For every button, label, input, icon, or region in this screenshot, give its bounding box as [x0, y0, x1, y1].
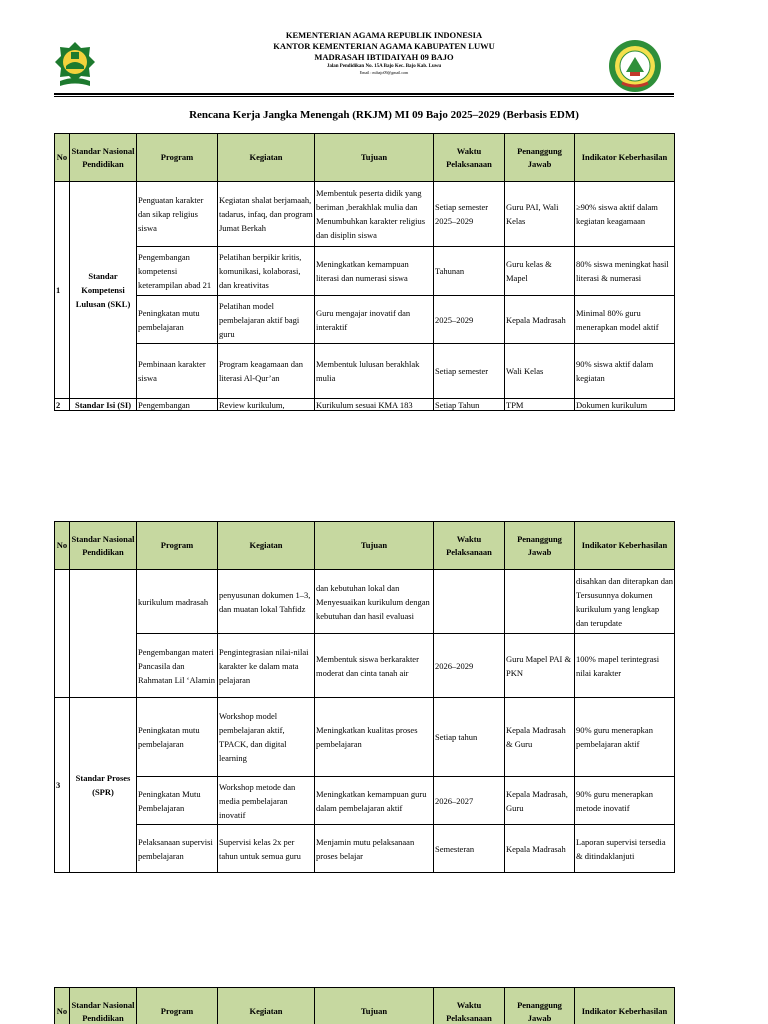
waktu-cell: Setiap Tahun — [434, 399, 505, 411]
table-header-row — [55, 522, 675, 570]
penanggung-jawab-cell: TPM — [505, 399, 575, 411]
tujuan-cell: Meningkatkan kemampuan literasi dan numerasi siswa — [315, 247, 434, 296]
penanggung-jawab-cell: Kepala Madrasah, Guru — [505, 777, 575, 825]
program-cell: Peningkatan Mutu Pembelajaran — [137, 777, 218, 825]
tujuan-cell: Meningkatkan kemampuan guru dalam pembelajaran aktif — [315, 777, 434, 825]
penanggung-jawab-cell: Guru PAI, Wali Kelas — [505, 182, 575, 247]
kegiatan-cell: Workshop metode dan media pembelajaran inovatif — [218, 777, 315, 825]
waktu-cell: Setiap semester 2025–2029 — [434, 182, 505, 247]
school-address: Jalan Pendidikan No. 15A Bajo Kec. Bajo Kab. Luwu — [326, 64, 442, 69]
row-number — [55, 570, 70, 698]
program-cell: Pengembangan materi Pancasila dan Rahmatan Lil ‘Alamin — [137, 634, 218, 698]
table-row — [55, 399, 675, 411]
tujuan-cell: dan kebutuhan lokal dan Menyesuaikan kurikulum dengan kebutuhan dan hasil evaluasi — [315, 570, 434, 634]
col-header-standar: Standar Nasional Pendidikan — [70, 988, 137, 1024]
tujuan-cell: Kurikulum sesuai KMA 183 — [315, 399, 434, 411]
penanggung-jawab-cell: Kepala Madrasah & Guru — [505, 698, 575, 777]
col-header-program: Program — [137, 988, 218, 1024]
tujuan-cell: Guru mengajar inovatif dan interaktif — [315, 296, 434, 344]
table-row — [55, 777, 675, 825]
col-header-kegiatan: Kegiatan — [218, 134, 315, 182]
standard-name — [70, 570, 137, 698]
indikator-cell: Laporan supervisi tersedia & ditindaklanjuti — [575, 825, 675, 873]
penanggung-jawab-cell — [505, 570, 575, 634]
school-name: MADRASAH IBTIDAIYAH 09 BAJO — [314, 52, 454, 62]
table-row — [55, 296, 675, 344]
col-header-indikator: Indikator Keberhasilan — [575, 988, 675, 1024]
row-number: 1 — [55, 182, 70, 399]
kegiatan-cell: Supervisi kelas 2x per tahun untuk semua guru — [218, 825, 315, 873]
table-header-row — [55, 988, 675, 1024]
col-header-kegiatan: Kegiatan — [218, 988, 315, 1024]
indikator-cell: Minimal 80% guru menerapkan model aktif — [575, 296, 675, 344]
table-row — [55, 825, 675, 873]
indikator-cell: 80% siswa meningkat hasil literasi & numerasi — [575, 247, 675, 296]
col-header-indikator: Indikator Keberhasilan — [575, 134, 675, 182]
indikator-cell: 90% siswa aktif dalam kegiatan — [575, 344, 675, 399]
letterhead-rule — [54, 93, 674, 95]
standard-name: Standar Proses (SPR) — [70, 698, 137, 873]
kegiatan-cell: penyusunan dokumen 1–3, dan muatan lokal Tahfidz — [218, 570, 315, 634]
col-header-indikator: Indikator Keberhasilan — [575, 522, 675, 570]
waktu-cell: Setiap semester — [434, 344, 505, 399]
col-header-penanggung-jawab: Penanggung Jawab — [505, 134, 575, 182]
waktu-cell: Tahunan — [434, 247, 505, 296]
document-title: Rencana Kerja Jangka Menengah (RKJM) MI 09 Bajo 2025–2029 (Berbasis EDM) — [189, 109, 579, 121]
program-cell: Pengembangan — [137, 399, 218, 411]
penanggung-jawab-cell: Guru kelas & Mapel — [505, 247, 575, 296]
indikator-cell: 100% mapel terintegrasi nilai karakter — [575, 634, 675, 698]
col-header-penanggung-jawab: Penanggung Jawab — [505, 988, 575, 1024]
kegiatan-cell: Workshop model pembelajaran aktif, TPACK, dan digital learning — [218, 698, 315, 777]
penanggung-jawab-cell: Kepala Madrasah — [505, 825, 575, 873]
program-cell: Pengembangan kompetensi keterampilan abad 21 — [137, 247, 218, 296]
table-header-row — [55, 134, 675, 182]
waktu-cell: 2025–2029 — [434, 296, 505, 344]
letterhead — [0, 30, 768, 76]
table-row — [55, 634, 675, 698]
kegiatan-cell: Pelatihan model pembelajaran aktif bagi guru — [218, 296, 315, 344]
standard-name: Standar Isi (SI) — [70, 399, 137, 411]
office-name: KANTOR KEMENTERIAN AGAMA KABUPATEN LUWU — [273, 41, 495, 51]
kegiatan-cell: Program keagamaan dan literasi Al-Qur’an — [218, 344, 315, 399]
table-row — [55, 698, 675, 777]
tujuan-cell: Membentuk peserta didik yang beriman ,berakhlak mulia dan Menumbuhkan karakter religius dan disiplin siswa — [315, 182, 434, 247]
kegiatan-cell: Kegiatan shalat berjamaah, tadarus, infaq, dan program Jumat Berkah — [218, 182, 315, 247]
row-number: 3 — [55, 698, 70, 873]
waktu-cell: Setiap tahun — [434, 698, 505, 777]
tujuan-cell: Meningkatkan kualitas proses pembelajaran — [315, 698, 434, 777]
col-header-standar: Standar Nasional Pendidikan — [70, 522, 137, 570]
col-header-waktu: Waktu Pelaksanaan — [434, 988, 505, 1024]
indikator-cell: Dokumen kurikulum — [575, 399, 675, 411]
col-header-no: No — [55, 522, 70, 570]
indikator-cell: 90% guru menerapkan pembelajaran aktif — [575, 698, 675, 777]
indikator-cell: ≥90% siswa aktif dalam kegiatan keagamaan — [575, 182, 675, 247]
kegiatan-cell: Review kurikulum, — [218, 399, 315, 411]
program-cell: Peningkatan mutu pembelajaran — [137, 698, 218, 777]
table-row — [55, 247, 675, 296]
kegiatan-cell: Pelatihan berpikir kritis, komunikasi, kolaborasi, dan kreativitas — [218, 247, 315, 296]
letterhead-rule-thin — [54, 96, 674, 97]
col-header-program: Program — [137, 134, 218, 182]
col-header-tujuan: Tujuan — [315, 988, 434, 1024]
col-header-program: Program — [137, 522, 218, 570]
col-header-no: No — [55, 988, 70, 1024]
penanggung-jawab-cell: Kepala Madrasah — [505, 296, 575, 344]
waktu-cell: 2026–2029 — [434, 634, 505, 698]
tujuan-cell: Membentuk siswa berkarakter moderat dan cinta tanah air — [315, 634, 434, 698]
penanggung-jawab-cell: Wali Kelas — [505, 344, 575, 399]
col-header-tujuan: Tujuan — [315, 134, 434, 182]
program-cell: Penguatan karakter dan sikap religius siswa — [137, 182, 218, 247]
program-cell: Peningkatan mutu pembelajaran — [137, 296, 218, 344]
table-row — [55, 570, 675, 634]
col-header-no: No — [55, 134, 70, 182]
tujuan-cell: Membentuk lulusan berakhlak mulia — [315, 344, 434, 399]
kegiatan-cell: Pengintegrasian nilai-nilai karakter ke dalam mata pelajaran — [218, 634, 315, 698]
program-cell: Pelaksanaan supervisi pembelajaran — [137, 825, 218, 873]
col-header-waktu: Waktu Pelaksanaan — [434, 134, 505, 182]
school-email: Email : mibajo09@gmail.com — [359, 70, 409, 75]
program-cell: kurikulum madrasah — [137, 570, 218, 634]
col-header-penanggung-jawab: Penanggung Jawab — [505, 522, 575, 570]
indikator-cell: 90% guru menerapkan metode inovatif — [575, 777, 675, 825]
waktu-cell: 2026–2027 — [434, 777, 505, 825]
indikator-cell: disahkan dan diterapkan dan Tersusunnya dokumen kurikulum yang lengkap dan terupdate — [575, 570, 675, 634]
col-header-standar: Standar Nasional Pendidikan — [70, 134, 137, 182]
standard-name: Standar Kompetensi Lulusan (SKL) — [70, 182, 137, 399]
table-row — [55, 344, 675, 399]
row-number: 2 — [55, 399, 70, 411]
table-row — [55, 182, 675, 247]
col-header-tujuan: Tujuan — [315, 522, 434, 570]
waktu-cell — [434, 570, 505, 634]
tujuan-cell: Menjamin mutu pelaksanaan proses belajar — [315, 825, 434, 873]
waktu-cell: Semesteran — [434, 825, 505, 873]
penanggung-jawab-cell: Guru Mapel PAI & PKN — [505, 634, 575, 698]
rkjm-table-page3 — [54, 987, 675, 1024]
rkjm-table-page1 — [54, 133, 675, 411]
rkjm-table-page2 — [54, 521, 675, 873]
col-header-kegiatan: Kegiatan — [218, 522, 315, 570]
program-cell: Pembinaan karakter siswa — [137, 344, 218, 399]
ministry-name: KEMENTERIAN AGAMA REPUBLIK INDONESIA — [285, 30, 483, 40]
col-header-waktu: Waktu Pelaksanaan — [434, 522, 505, 570]
